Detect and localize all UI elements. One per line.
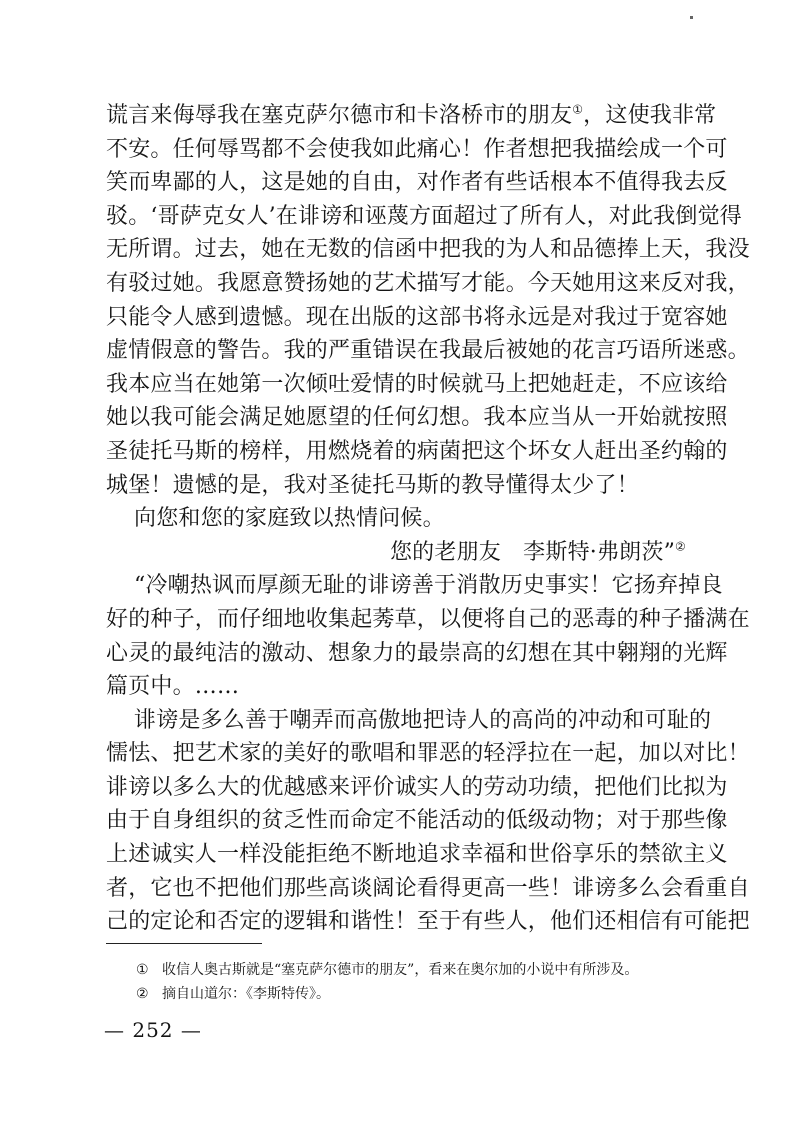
text-line-1: 谎言来侮辱我在塞克萨尔德市和卡洛桥市的朋友①，这使我非常 [106, 102, 717, 128]
text-line-24: 者，它也不把他们那些高谈阔论看得更高一些！诽谤多么会看重自 [106, 875, 750, 901]
text-line-5: 无所谓。过去，她在无数的信函中把我的为人和品德捧上天，我没 [106, 237, 750, 263]
text-line-21: 诽谤以多么大的优越感来评价诚实人的劳动功绩，把他们比拟为 [106, 774, 728, 800]
text-line-12: 城堡！遗憾的是，我对圣徒托马斯的教导懂得太少了！ [106, 472, 639, 498]
signature-line: 您的老朋友 李斯特·弗朗茨”② [389, 539, 686, 565]
text-line-8: 虚情假意的警告。我的严重错误在我最后被她的花言巧语所迷惑。 [106, 338, 750, 364]
text-line-23: 上述诚实人一样没能拒绝不断地追求幸福和世俗享乐的禁欲主义 [106, 842, 728, 868]
text-line-6: 有驳过她。我愿意赞扬她的艺术描写才能。今天她用这来反对我， [106, 270, 750, 296]
text-line-25: 己的定论和否定的逻辑和谐性！至于有些人，他们还相信有可能把 [106, 909, 750, 935]
text-line-10: 她以我可能会满足她愿望的任何幻想。我本应当从一开始就按照 [106, 405, 728, 431]
text-line-11: 圣徒托马斯的榜样，用燃烧着的病菌把这个坏女人赶出圣约翰的 [106, 438, 728, 464]
text-line-20: 懦怯、把艺术家的美好的歌唱和罪恶的轻浮拉在一起，加以对比！ [106, 741, 750, 767]
text-line-2: 不安。任何辱骂都不会使我如此痛心！作者想把我描绘成一个可 [106, 136, 728, 162]
text-line-7: 只能令人感到遗憾。现在出版的这部书将永远是对我过于宽容她 [106, 304, 728, 330]
text-line-13: 向您和您的家庭致以热情问候。 [134, 506, 445, 532]
footnotes [136, 958, 696, 1006]
body-text [106, 99, 750, 939]
footnote-ref-1: ① [572, 102, 584, 117]
text-line-4: 驳。‘哥萨克女人’在诽谤和诬蔑方面超过了所有人，对此我倒觉得 [106, 203, 742, 229]
text-line-19: 诽谤是多么善于嘲弄而高傲地把诗人的高尚的冲动和可耻的 [134, 707, 712, 733]
text-line-16: 好的种子，而仔细地收集起莠草，以便将自己的恶毒的种子播满在 [106, 606, 750, 632]
text-line-22: 由于自身组织的贫乏性而命定不能活动的低级动物；对于那些像 [106, 808, 728, 834]
footnote-text: 收信人奥古斯就是“塞克萨尔德市的朋友”，看来在奥尔加的小说中有所涉及。 [162, 962, 639, 978]
text-line-9: 我本应当在她第一次倾吐爱情的时候就马上把她赶走，不应该给 [106, 371, 728, 397]
text-line-15: “冷嘲热讽而厚颜无耻的诽谤善于消散历史事实！它扬弃掉良 [134, 573, 723, 599]
text-line-18: 篇页中。…… [106, 674, 240, 700]
page-number: — 252 — [104, 1018, 202, 1042]
footnote-text: 摘自山道尔：《李斯特传》。 [162, 986, 330, 1002]
scan-speck [690, 16, 693, 19]
footnote-2 [136, 982, 696, 1006]
text-line-3: 笑而卑鄙的人，这是她的自由，对作者有些话根本不值得我去反 [106, 170, 728, 196]
footnote-mark: ① [136, 962, 149, 978]
footnote-1 [136, 958, 696, 982]
footnote-rule [106, 943, 262, 944]
footnote-mark: ② [136, 986, 149, 1002]
footnote-ref-2: ② [675, 539, 686, 554]
text-line-17: 心灵的最纯洁的激动、想象力的最崇高的幻想在其中翱翔的光辉 [106, 640, 728, 666]
